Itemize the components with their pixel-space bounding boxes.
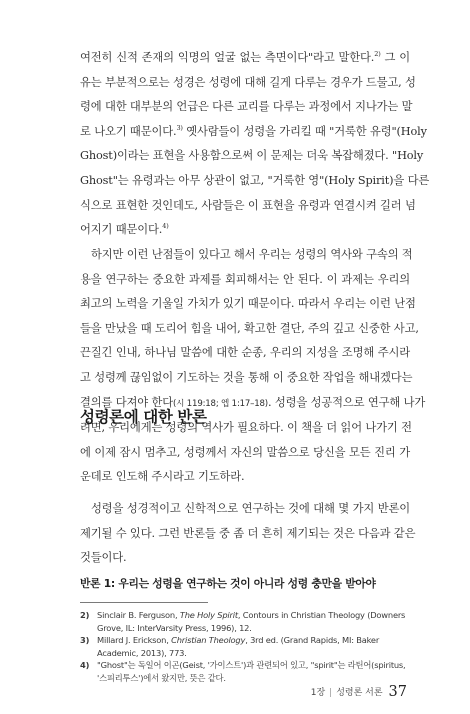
objection-heading: 반론 1: 우리는 성령을 연구하는 것이 아니라 성령 충만을 받아야: [80, 577, 376, 590]
footnote-ref-3[interactable]: 3): [176, 123, 183, 132]
text-line: 성령을 성경적이고 신학적으로 연구하는 것에 대해 몇 가지 반론이: [91, 502, 410, 515]
text-line: 최고의 노력을 기울일 가치가 있기 때문이다. 따라서 우리는 이런 난점: [80, 297, 416, 311]
page-footer: [311, 684, 407, 700]
text-line: 여전히 신적 존재의 익명의 얼굴 없는 측면이다"라고 말한다.$^{2)}$ 그 이: [80, 50, 410, 64]
footnote-2: 2) Sinclair B. Ferguson, The Holy Spirit, Contours in Christian Theology (Downers Grove, IL: InterVarsity Press, 1996), 12.: [80, 610, 406, 633]
text-line: 려면, 우리에게는 성령의 역사가 필요하다. 이 책을 더 읽어 나가기 전: [80, 421, 412, 435]
text-line: 유는 부분적으로는 성경은 성령에 대해 길게 다루는 경우가 드물고, 성: [80, 75, 416, 89]
text-line: Ghost)이라는 표현을 사용함으로써 이 문제는 더욱 복잡해졌다. "Holy: [80, 149, 424, 163]
text-line: 끈질긴 인내, 하나님 말씀에 대한 순종, 우리의 지성을 조명해 주시라: [80, 346, 410, 360]
book-title: The Holy Spirit: [179, 610, 238, 620]
paragraph-1: [80, 46, 430, 243]
text-line: 제기될 수 있다. 그런 반론들 중 좀 더 흔히 제기되는 것은 다음과 같은: [80, 526, 416, 540]
footer-separator: |: [329, 688, 333, 698]
text-line: 고 성령께 끊임없이 기도하는 것을 통해 이 중요한 작업을 해내겠다는: [80, 370, 413, 384]
text-line: 것들이다.: [80, 551, 127, 565]
section-heading: 성령론에 대한 반론: [80, 408, 207, 426]
footnote-divider: [80, 602, 208, 603]
footnotes: [80, 609, 408, 685]
footnote-ref-2[interactable]: 2): [374, 50, 381, 58]
book-title: Christian Theology: [171, 635, 246, 646]
footnote-ref-4[interactable]: 4): [162, 222, 169, 231]
text-line: Ghost"는 유령과는 아무 상관이 없고, "거룩한 영"(Holy Spirit)을 다른: [80, 173, 430, 187]
text-line: 들을 만났을 때 도리어 힘을 내어, 확고한 결단, 주의 깊고 신중한 사고,: [80, 321, 419, 335]
text-line: 로 나오기 때문이다.$^{3)}$ 옛사람들이 성령을 가리킬 때 "거룩한 유령"(Holy: [80, 123, 427, 138]
paragraph-3: [80, 497, 416, 571]
chapter-label: 1장: [310, 688, 326, 698]
section-label: 성령론 서론: [336, 688, 383, 698]
scripture-reference: (시 119:18; 엡 1:17–18): [173, 398, 268, 409]
text-line: 하지만 이런 난점들이 있다고 해서 우리는 성령의 역사와 구속의 적: [91, 248, 413, 261]
text-line: 용을 연구하는 중요한 과제를 회피해서는 안 된다. 이 과제는 우리의: [80, 272, 410, 286]
text-line: 운데로 인도해 주시라고 기도하라.: [80, 470, 245, 484]
text-line: 어지기 때문이다.$^{4)}$: [80, 222, 169, 237]
text-line: 령에 대한 대부분의 언급은 다른 교리를 다루는 과정에서 지나가는 말: [80, 100, 413, 114]
page-number: 37: [388, 684, 407, 700]
text-line: 식으로 표현한 것인데도, 사람들은 이 표현을 유령과 연결시켜 길러 넘: [80, 198, 416, 212]
paragraph-2: [80, 243, 426, 490]
footnote-4: 4) "Ghost"는 독일어 이곤(Geist, '가이스트')과 관련되어 있고, "spirit"는 라틴어(spiritus, '스피리투스')에서 왔지만, 뜻은 같다.: [80, 660, 406, 683]
footnote-3: 3) Millard J. Erickson, Christian Theology, 3rd ed. (Grand Rapids, MI: Baker Academic, 2013), 773.: [80, 635, 380, 658]
text-line: 결의를 다져야 한다(시 119:18; 엡 1:17–18). 성령을 성공적으로 연구해 나가: [80, 395, 426, 409]
text-line: 에 이제 잠시 멈추고, 성령께서 자신의 말씀으로 당신을 모든 진리 가: [80, 445, 410, 459]
